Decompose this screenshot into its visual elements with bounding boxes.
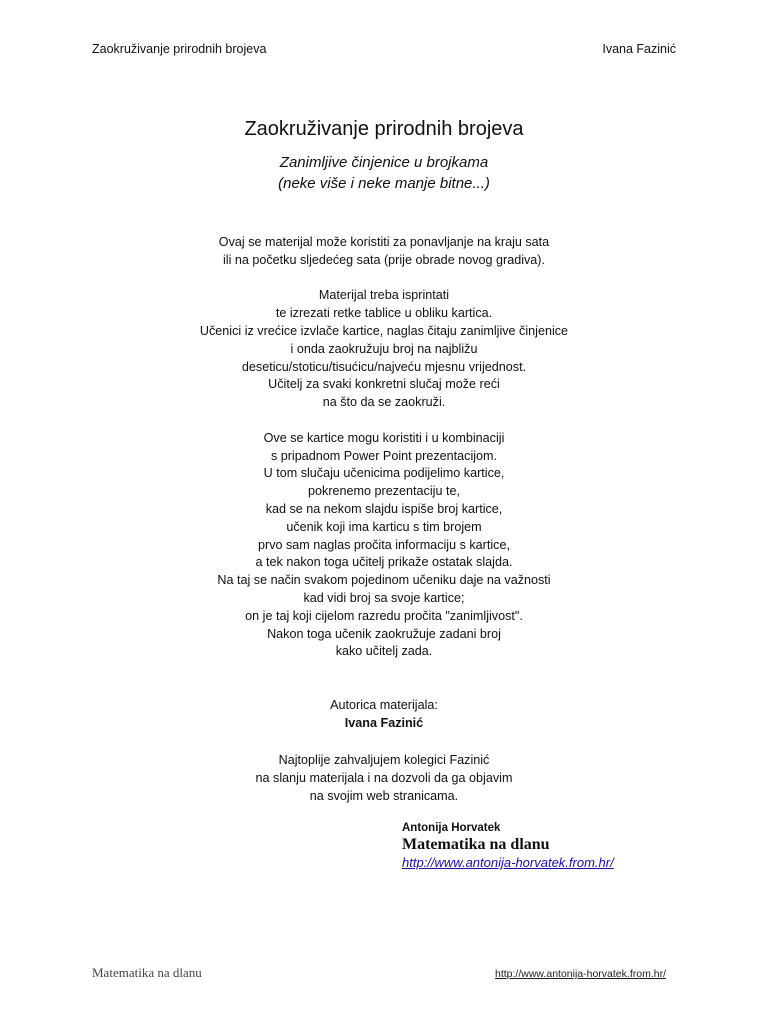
paragraph-presentation	[0, 430, 768, 661]
text-line: Nakon toga učenik zaokružuje zadani broj	[267, 626, 501, 641]
document-subtitle	[0, 152, 768, 194]
text-line: a tek nakon toga učitelj prikaže ostatak slajda.	[255, 555, 513, 570]
page-header	[92, 42, 676, 56]
text-line: Ovaj se materijal može koristiti za ponavljanje na kraju sata	[218, 235, 550, 249]
signature-block	[402, 822, 614, 872]
header-author: Ivana Fazinić	[602, 42, 676, 56]
text-line: i onda zaokružuju broj na najbližu	[290, 341, 478, 356]
body-text	[0, 234, 768, 679]
text-line: na što da se zaokruži.	[322, 395, 446, 410]
text-line: pokrenemo prezentaciju te,	[308, 484, 460, 499]
text-line: Najtoplije zahvaljujem kolegici Fazinić	[278, 753, 490, 767]
text-line: Učitelj za svaki konkretni slučaj može reći	[268, 377, 500, 392]
signature-site-name: Matematika na dlanu	[402, 836, 550, 853]
text-line: kad se na nekom slajdu ispiše broj kartice,	[265, 501, 503, 516]
header-title: Zaokruživanje prirodnih brojeva	[92, 42, 267, 56]
thanks-note	[0, 752, 768, 805]
text-line: na svojim web stranicama.	[309, 788, 459, 803]
text-line: s pripadnom Power Point prezentacijom.	[270, 448, 498, 463]
author-block	[0, 697, 768, 733]
subtitle-line: Zanimljive činjenice u brojkama	[279, 154, 489, 171]
text-line: prvo sam naglas pročita informaciju s kartice,	[258, 537, 510, 552]
paragraph-intro	[0, 234, 768, 270]
text-line: Ove se kartice mogu koristiti i u kombinaciji	[263, 430, 505, 445]
signature-name: Antonija Horvatek	[402, 822, 501, 834]
author-label: Autorica materijala:	[330, 698, 438, 712]
footer-site-name: Matematika na dlanu	[92, 965, 202, 980]
paragraph-instructions	[0, 287, 768, 412]
author-name: Ivana Fazinić	[344, 715, 424, 730]
text-line: on je taj koji cijelom razredu pročita "zanimljivost".	[245, 608, 523, 623]
text-line: Na taj se način svakom pojedinom učeniku daje na važnosti	[217, 573, 551, 588]
text-line: U tom slučaju učenicima podijelimo kartice,	[263, 466, 505, 481]
text-line: učenik koji ima karticu s tim brojem	[286, 519, 482, 534]
subtitle-line: (neke više i neke manje bitne...)	[278, 175, 490, 192]
document-title: Zaokruživanje prirodnih brojeva	[244, 118, 524, 140]
text-line: Učenici iz vrećice izvlače kartice, naglas čitaju zanimljive činjenice	[199, 323, 569, 338]
text-line: ili na početku sljedećeg sata (prije obrade novog gradiva).	[222, 252, 546, 267]
signature-website-link[interactable]: http://www.antonija-horvatek.from.hr/	[402, 855, 614, 870]
footer-website-link[interactable]: http://www.antonija-horvatek.from.hr/	[495, 968, 666, 980]
text-line: kad vidi broj sa svoje kartice;	[303, 590, 465, 605]
text-line: deseticu/stoticu/tisućicu/najveću mjesnu vrijednost.	[241, 359, 527, 374]
text-line: kako učitelj zada.	[335, 644, 433, 659]
text-line: te izrezati retke tablice u obliku kartica.	[275, 306, 493, 321]
text-line: Materijal treba isprintati	[318, 288, 450, 303]
text-line: na slanju materijala i na dozvoli da ga objavim	[255, 770, 513, 785]
page-footer	[92, 965, 666, 981]
